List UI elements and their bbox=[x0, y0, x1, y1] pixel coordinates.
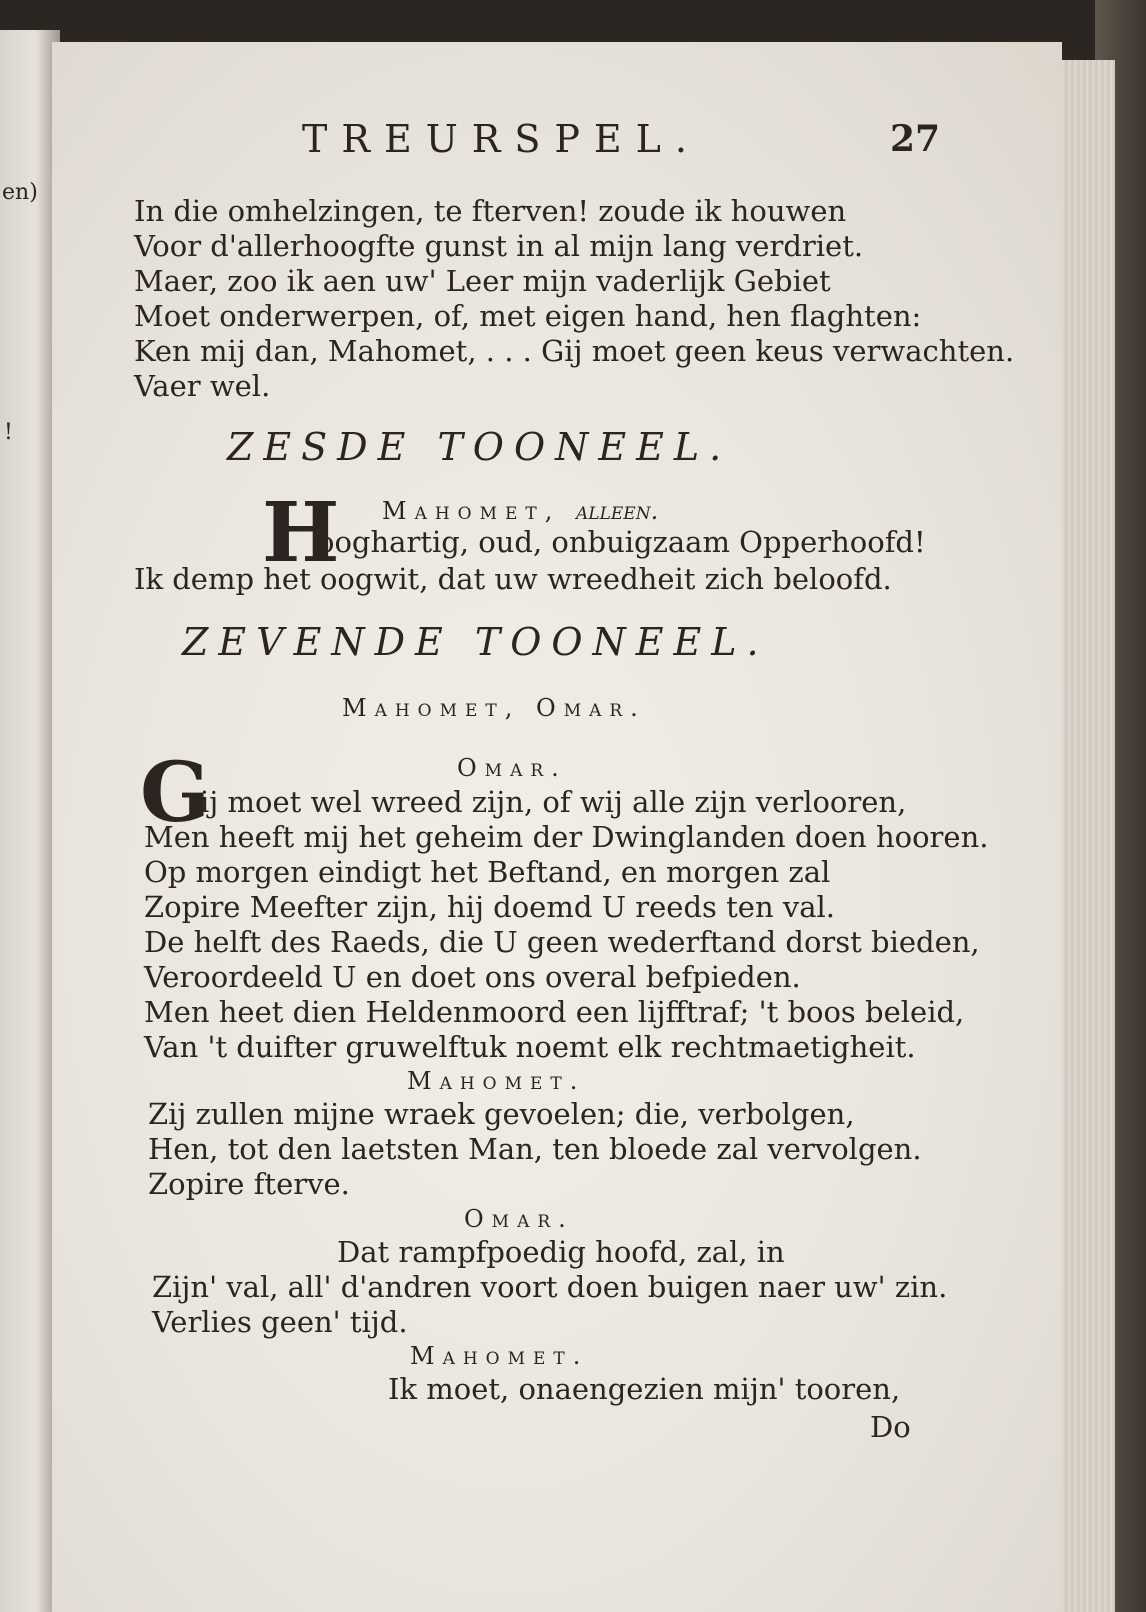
speaker-name bbox=[382, 497, 658, 525]
verse-line: Van 't duifter gruwelftuk noemt elk rechtmaetigheit. bbox=[144, 1030, 916, 1064]
verse-line: Ik demp het oogwit, dat uw wreedheit zich beloofd. bbox=[134, 562, 892, 596]
verse-line: ooghartig, oud, onbuigzaam Opperhoofd! bbox=[317, 525, 926, 559]
page-number: 27 bbox=[890, 118, 941, 160]
verse-line: Veroordeeld U en doet ons overal befpieden. bbox=[144, 960, 801, 994]
verse-line: Men heeft mij het geheim der Dwinglanden doen hooren. bbox=[144, 820, 989, 854]
verse-line: Ken mij dan, Mahomet, . . . Gij moet geen keus verwachten. bbox=[134, 334, 1015, 368]
verse-line: Op morgen eindigt het Beftand, en morgen zal bbox=[144, 855, 831, 889]
verse-line: Ik moet, onaengezien mijn' tooren, bbox=[388, 1372, 901, 1406]
scene-heading: ZESDE TOONEEL. bbox=[227, 425, 732, 469]
drop-cap: H bbox=[262, 485, 340, 581]
speaker-name: Mahomet. bbox=[410, 1342, 589, 1370]
left-page-fragment: en) bbox=[2, 180, 38, 205]
verse-line: De helft des Raeds, die U geen wederftand dorst bieden, bbox=[144, 925, 980, 959]
verse-line: Voor d'allerhoogfte gunst in al mijn lang verdriet. bbox=[134, 229, 864, 263]
drop-cap: G bbox=[140, 745, 211, 841]
running-header: TREURSPEL. bbox=[302, 117, 701, 161]
stage-direction: alleen. bbox=[576, 497, 659, 525]
verse-line: Vaer wel. bbox=[134, 369, 271, 403]
verse-line: Hen, tot den laetsten Man, ten bloede zal vervolgen. bbox=[148, 1132, 922, 1166]
verse-line: ij moet wel wreed zijn, of wij alle zijn verlooren, bbox=[200, 785, 907, 819]
speaker-name: Omar. bbox=[464, 1205, 574, 1233]
scene-characters: Mahomet, Omar. bbox=[342, 694, 646, 722]
left-page-fragment: ! bbox=[4, 420, 13, 445]
verse-line: In die omhelzingen, te fterven! zoude ik houwen bbox=[134, 194, 847, 228]
book-page bbox=[50, 42, 1062, 1612]
verse-line: Dat rampfpoedig hoofd, zal, in bbox=[337, 1235, 785, 1269]
verse-line: Men heet dien Heldenmoord een lijfftraf; 't boos beleid, bbox=[144, 995, 965, 1029]
verse-line: Maer, zoo ik aen uw' Leer mijn vaderlijk Gebiet bbox=[134, 264, 831, 298]
speaker-name: Mahomet. bbox=[407, 1067, 586, 1095]
verse-line: Zopire Meefter zijn, hij doemd U reeds ten val. bbox=[144, 890, 836, 924]
verse-line: Zopire fterve. bbox=[148, 1167, 350, 1201]
speaker-label: Mahomet, bbox=[382, 497, 561, 525]
catchword: Do bbox=[870, 1410, 911, 1444]
verse-line: Zij zullen mijne wraek gevoelen; die, verbolgen, bbox=[148, 1097, 855, 1131]
scene-heading: ZEVENDE TOONEEL. bbox=[182, 620, 769, 664]
verse-line: Moet onderwerpen, of, met eigen hand, hen flaghten: bbox=[134, 299, 922, 333]
verse-line: Zijn' val, all' d'andren voort doen buigen naer uw' zin. bbox=[152, 1270, 948, 1304]
verse-line: Verlies geen' tijd. bbox=[152, 1305, 408, 1339]
speaker-name: Omar. bbox=[457, 754, 567, 782]
